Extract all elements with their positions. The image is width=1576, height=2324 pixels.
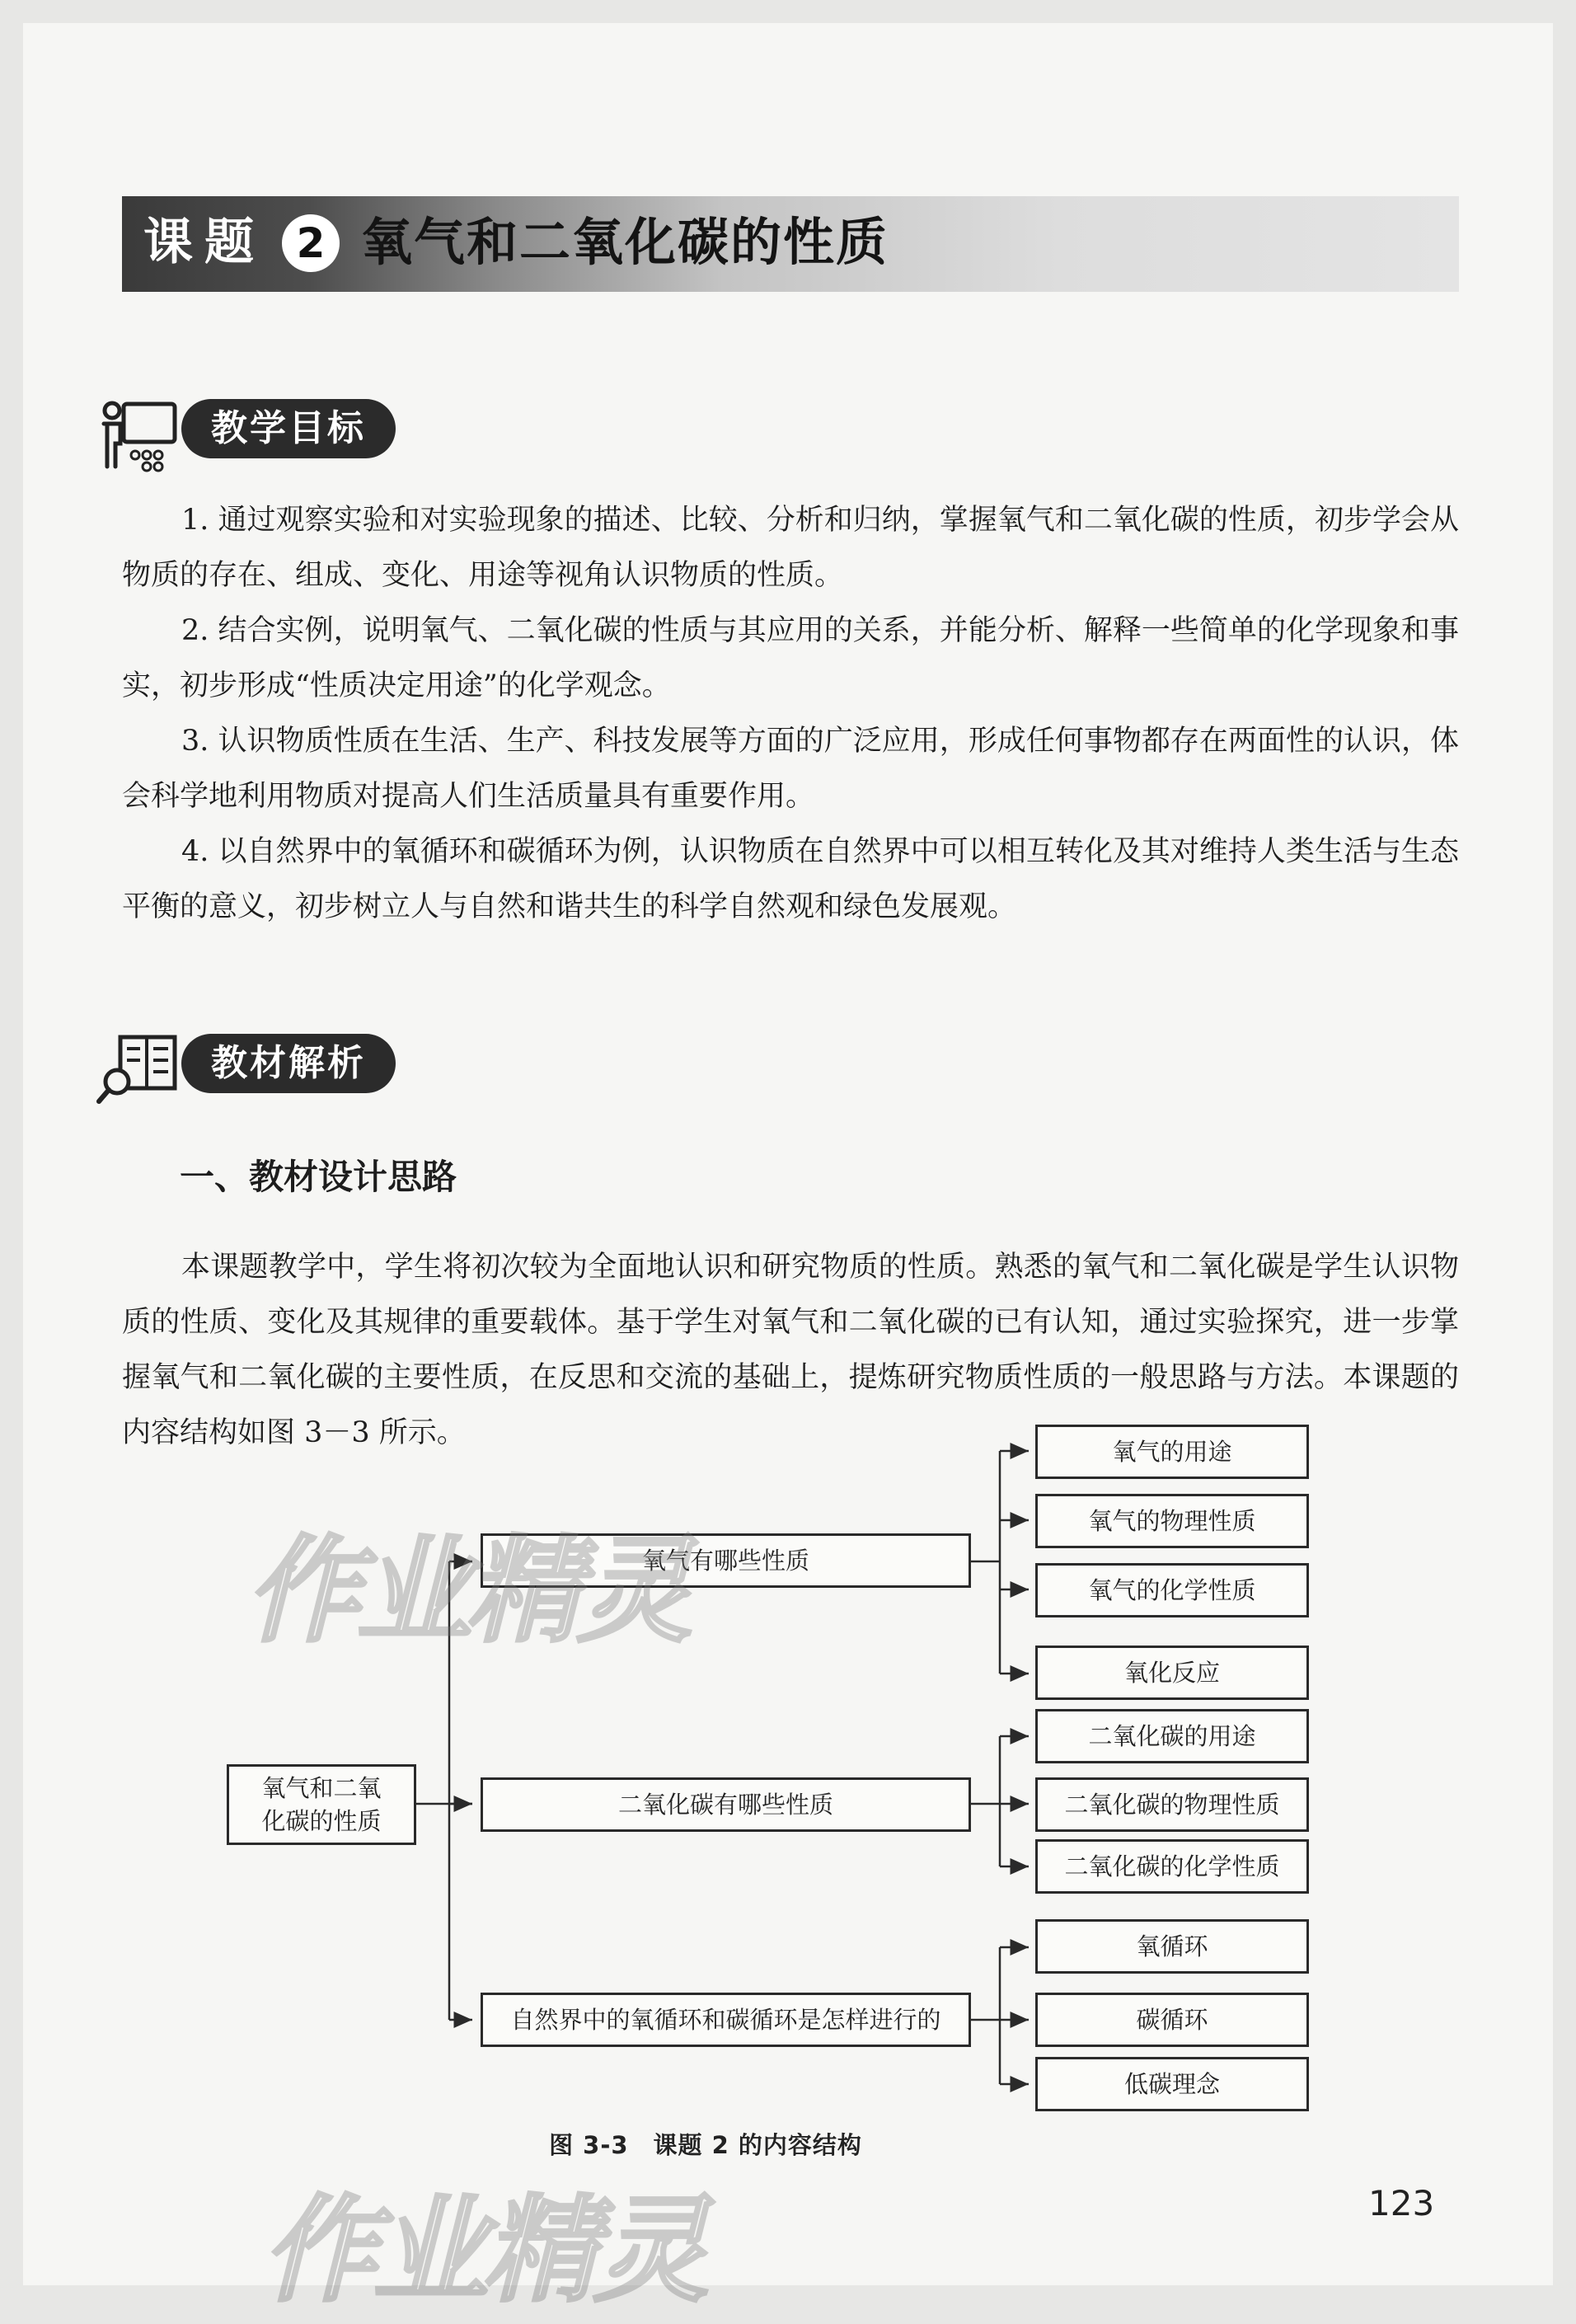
leaf-low-carbon: 低碳理念 (1035, 2057, 1309, 2111)
lesson-number-badge: 2 (282, 214, 340, 272)
root-node (227, 1764, 416, 1845)
watermark-bottom: 作业精灵 (262, 2184, 705, 2318)
leaf-co2-chemical: 二氧化碳的化学性质 (1035, 1839, 1309, 1894)
title-banner (122, 196, 1459, 292)
page-number: 123 (1368, 2183, 1435, 2223)
goal-item-2: 2. 结合实例，说明氧气、二氧化碳的性质与其应用的关系，并能分析、解释一些简单的化学现象和事实，初步形成“性质决定用途”的化学观念。 (122, 614, 1459, 702)
page-title: 氧气和二氧化碳的性质 (361, 212, 889, 272)
leaf-oxygen-physical: 氧气的物理性质 (1035, 1494, 1309, 1548)
teaching-goals-heading: 教学目标 (181, 399, 396, 458)
watermark-middle: 作业精灵 (246, 1524, 688, 1659)
leaf-oxygen-uses: 氧气的用途 (1035, 1425, 1309, 1479)
goal-item-3: 3. 认识物质性质在生活、生产、科技发展等方面的广泛应用，形成任何事物都存在两面性的认识，体会科学地利用物质对提高人们生活质量具有重要作用。 (122, 725, 1459, 813)
branch-co2: 二氧化碳有哪些性质 (481, 1777, 971, 1832)
figure-caption: 图 3-3 课题 2 的内容结构 (549, 2131, 862, 2159)
leaf-co2-uses: 二氧化碳的用途 (1035, 1709, 1309, 1763)
root-node-line-1: 氧气和二氧 (261, 1774, 382, 1802)
leaf-carbon-cycle: 碳循环 (1035, 1993, 1309, 2047)
goal-item-4: 4. 以自然界中的氧循环和碳循环为例，认识物质在自然界中可以相互转化及其对维持人类生活与生态平衡的意义，初步树立人与自然和谐共生的科学自然观和绿色发展观。 (122, 835, 1459, 923)
leaf-oxygen-cycle: 氧循环 (1035, 1919, 1309, 1974)
leaf-oxygen-chemical: 氧气的化学性质 (1035, 1563, 1309, 1617)
textbook-analysis-heading: 教材解析 (181, 1034, 396, 1093)
design-idea-paragraph: 本课题教学中，学生将初次较为全面地认识和研究物质的性质。熟悉的氧气和二氧化碳是学生认识物质的性质、变化及其规律的重要载体。基于学生对氧气和二氧化碳的已有认知，通过实验探究，进一步掌握氧气和二氧化碳的主要性质，在反思和交流的基础上，提炼研究物质性质的一般思路与方法。本课题的内容结构如图 3－3 所示。 (122, 1251, 1459, 1449)
textbook-analysis-icon (96, 1031, 181, 1106)
branch-cycles: 自然界中的氧循环和碳循环是怎样进行的 (481, 1993, 971, 2047)
teaching-goal-icon (99, 399, 180, 473)
design-idea-subheading: 一、教材设计思路 (180, 1157, 457, 1197)
goal-item-1: 1. 通过观察实验和对实验现象的描述、比较、分析和归纳，掌握氧气和二氧化碳的性质，初步学会从物质的存在、组成、变化、用途等视角认识物质的性质。 (122, 504, 1459, 592)
root-node-line-2: 化碳的性质 (261, 1807, 382, 1835)
lesson-label: 课题 (143, 214, 265, 271)
page (23, 23, 1553, 2318)
leaf-oxidation: 氧化反应 (1035, 1646, 1309, 1700)
leaf-co2-physical: 二氧化碳的物理性质 (1035, 1777, 1309, 1832)
branch-oxygen: 氧气有哪些性质 (481, 1533, 971, 1588)
